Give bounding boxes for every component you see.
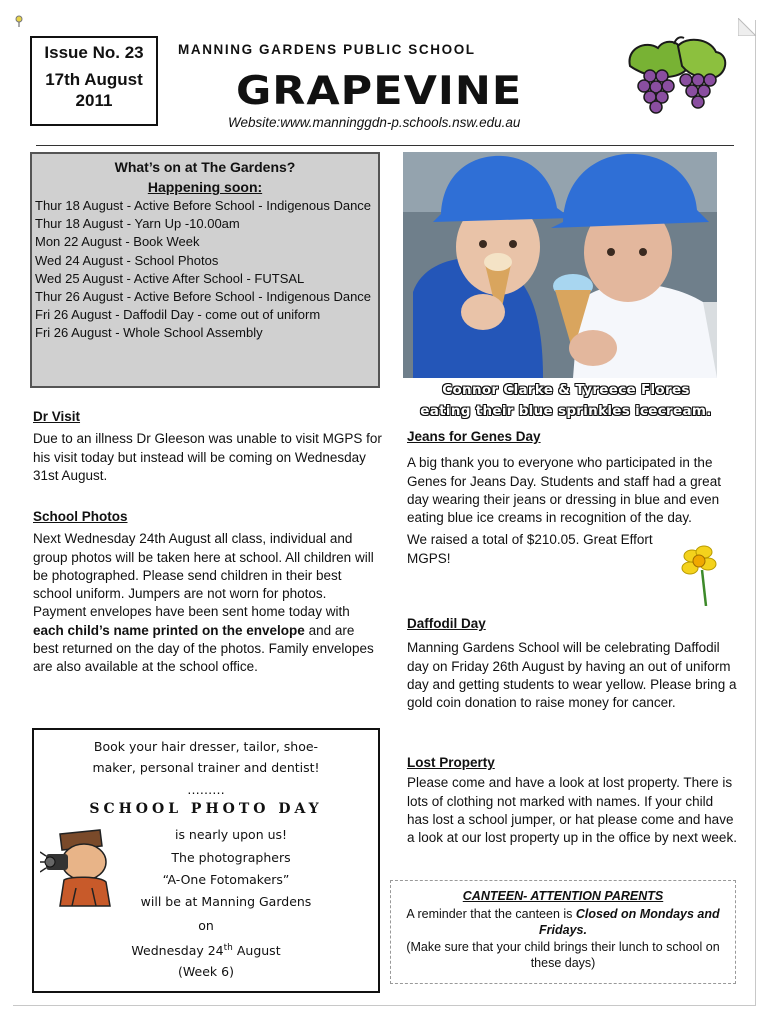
jeans-total: We raised a total of $210.05. Great Effort MGPS!: [407, 532, 653, 566]
page-corner-icon: [738, 18, 756, 36]
issue-number: Issue No. 23: [44, 43, 144, 62]
canteen-reminder-text: A reminder that the canteen is: [406, 907, 576, 921]
school-photos-body: Next Wednesday 24th August all class, individual and group photos will be taken here at school. All children will be photographed. Please send children in their best school uniform. Jumpers are not worn for photos.: [33, 531, 374, 602]
photo-caption-line2: eating their blue sprinkles icecream.: [420, 403, 712, 419]
event-item: Thur 18 August - Yarn Up -10.00am: [35, 216, 240, 232]
dr-visit-heading: Dr Visit: [33, 409, 81, 424]
header-divider: [36, 145, 734, 146]
whats-on-subtitle: Happening soon:: [147, 179, 263, 195]
website-url: Website:www.manninggdn-p.schools.nsw.edu.au: [228, 115, 521, 130]
ad-line: on: [198, 918, 214, 933]
canteen-notice: [390, 880, 736, 984]
canteen-lunch-note: (Make sure that your child brings their lunch to school on these days): [406, 940, 720, 970]
canteen-title: CANTEEN- ATTENTION PARENTS: [462, 889, 664, 903]
ad-date-post: August: [232, 943, 281, 959]
school-name: MANNING GARDENS PUBLIC SCHOOL: [178, 42, 476, 57]
jeans-body: A big thank you to everyone who participated in the Genes for Jeans Day. Students and staff had a great day wearing their jeans or dressing in blue and even eating blue ice creams in recognition of the day.: [407, 455, 721, 526]
payment-text-end: and are best returned on the day of the photos. Family envelopes are also available at the school office.: [33, 622, 374, 675]
event-item: Wed 24 August - School Photos: [35, 252, 219, 268]
dr-visit-article: [33, 408, 383, 485]
ad-line: Book your hair dresser, tailor, shoe-: [93, 739, 319, 754]
event-item: Wed 25 August - Active After School - FUTSAL: [35, 270, 305, 286]
daffodil-article: [407, 615, 737, 712]
daffodil-body: Manning Gardens School will be celebrating Daffodil day on Friday 26th August by having an out of uniform day and getting students to wear yellow. Please bring a gold coin donation to raise money for cancer.: [407, 640, 737, 711]
ad-date-line: [34, 937, 378, 962]
grapes-icon: [620, 36, 730, 120]
payment-text-start: Payment envelopes have been sent home today with: [33, 604, 350, 620]
school-photos-payment: [33, 603, 383, 676]
students-photo: [403, 152, 717, 378]
photographer-icon: [40, 826, 124, 910]
ad-line: maker, personal trainer and dentist!: [92, 760, 320, 775]
whats-on-title: What’s on at The Gardens?: [114, 159, 296, 175]
masthead-title: GRAPEVINE: [236, 68, 523, 114]
event-item: Thur 26 August - Active Before School - Indigenous Dance: [35, 289, 372, 305]
ad-line: “A-One Fotomakers”: [162, 872, 290, 887]
whats-on-box: [30, 152, 380, 388]
issue-date: 17th August 2011: [45, 70, 143, 110]
event-list: [32, 197, 378, 343]
payment-text-bold: each child’s name printed on the envelope: [33, 622, 305, 638]
event-item: Mon 22 August - Book Week: [35, 234, 200, 250]
lost-property-article: [407, 754, 737, 847]
lost-property-heading: Lost Property: [407, 755, 495, 770]
canteen-closed-days: Closed on Mondays and Fridays.: [539, 907, 720, 937]
ad-line: is nearly upon us!: [174, 827, 288, 842]
photo-caption: [396, 380, 736, 422]
daffodil-icon: [678, 544, 718, 606]
event-item: Thur 18 August - Active Before School - Indigenous Dance: [35, 198, 372, 213]
pin-icon: [14, 15, 24, 27]
ad-date-sup: th: [223, 943, 233, 953]
event-item: Fri 26 August - Whole School Assembly: [35, 325, 263, 341]
event-item: Fri 26 August - Daffodil Day - come out of uniform: [35, 307, 321, 323]
school-photos-heading: School Photos: [33, 509, 128, 524]
jeans-heading: Jeans for Genes Day: [407, 429, 541, 444]
photo-caption-line1: Connor Clarke & Tyreece Flores: [442, 382, 690, 398]
school-photos-article: [33, 508, 383, 677]
ad-line: (Week 6): [178, 964, 234, 979]
lost-property-body: Please come and have a look at lost property. There is lots of clothing not marked with names. If your child has lost a school jumper, or hat please come and have a look at our lost property up in the office by next week.: [407, 775, 737, 846]
issue-box: [30, 36, 158, 126]
canteen-reminder: [391, 906, 735, 938]
ad-date-pre: Wednesday 24: [131, 943, 224, 959]
ad-photo-day-title: SCHOOL PHOTO DAY: [89, 801, 323, 817]
dr-visit-body: Due to an illness Dr Gleeson was unable to visit MGPS for his visit today but instead will be coming on Wednesday 31st August.: [33, 431, 382, 483]
ad-line: will be at Manning Gardens: [140, 894, 312, 909]
daffodil-heading: Daffodil Day: [407, 616, 486, 631]
ad-line: The photographers: [171, 850, 291, 865]
ad-dots: ………: [187, 782, 225, 797]
